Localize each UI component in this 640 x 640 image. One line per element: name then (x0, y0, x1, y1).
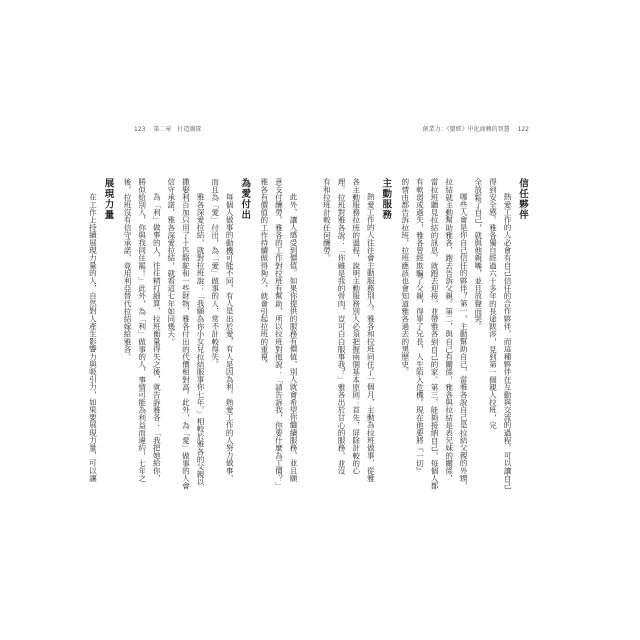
text-line: 在工作上持續展現力量的人，自然對人產生影響力與吸引力，如果要展現力量，可以讓 (88, 193, 98, 482)
section (256, 178, 300, 508)
left-page-body (85, 178, 300, 508)
right-page-header (423, 126, 535, 134)
section-heading: 為愛付出 (239, 178, 251, 220)
paragraph (319, 178, 377, 508)
text-line: 的情由都告訴拉班，拉班應該也會知道雅各過去的黑歷史。 (400, 178, 410, 376)
text-line: 有軟弱或過失，雅各曾經欺騙了父親，得罪了兄長，人生陷入危機。現在他要將『一切』 (415, 178, 425, 475)
text-line: 熱愛工作的人必會有自己信任的合作夥伴，而這種夥伴在互動與交流的過程，可以讓自己 (503, 193, 512, 490)
text-line: 哪些人會是你自己信任的夥伴？第一，主動幫助自己，當雅各說自己是拉結父親的外甥， (459, 193, 469, 490)
section (397, 178, 530, 508)
right-page-body (319, 178, 530, 508)
text-line: 有和拉班計較任何酬勞。 (322, 178, 332, 262)
text-line: 理。拉班對雅各說：「你雖是我的骨肉，豈可白白服事我？」雅各出於甘心的服務，並沒 (337, 178, 347, 475)
page-number: 122 (517, 126, 529, 133)
text-line: 而且為「愛」付出，為「愛」做事的人，常不計較得失。 (210, 178, 220, 368)
text-line: 雅各深愛拉結，就對拉班說：「我願為你小女兒拉結服事你七年。」相較於雅各的父親以 (196, 193, 206, 486)
paragraph (397, 178, 470, 508)
paragraph (256, 178, 300, 508)
text-line: 勝似給別人，你與我同住罷！」此外，為「利」做事的人，事情可能為利益而違約，七年之 (137, 178, 147, 482)
text-line: 為「利」做事的人，往往精打細算，拉班衡量得失之後，就告訴雅各：「我把她給你， (152, 193, 162, 482)
paragraph (470, 178, 514, 508)
text-line: 雅各有價值的工作持續做得夠久，就會引起拉班的重視。 (259, 178, 269, 368)
section (319, 178, 393, 508)
book-title: 創業力：《聖經》中化商轉的智慧 (422, 126, 510, 133)
text-line: 全放鬆了自己，就與他親嘴，並且放聲而哭。 (473, 178, 483, 330)
text-line: 得到安全感。雅各獨自經過六十多年的長途跋涉，見到第一個親人拉班，完 (488, 178, 498, 429)
text-line: 撒娶利百加只用了十匹駱駝和一些財物，雅各付出的代價相對高。此外，為「愛」做事的人會 (181, 178, 191, 490)
section-heading: 展現力量 (102, 178, 114, 220)
paragraph (119, 178, 163, 508)
paragraph (163, 178, 207, 508)
text-line: 後，拉班沒有信守承諾，竟用利亞替代拉結嫁給雅各。 (123, 178, 133, 361)
paragraph (207, 178, 236, 508)
section-heading: 信任夥伴 (517, 178, 528, 220)
page-number: 123 (134, 126, 146, 133)
text-line: 意支付酬勞。雅各的工作對拉班有幫助，所以拉班對他說：「請告訴我，你要什麼為工價？」 (274, 178, 284, 490)
text-line: 當拉班聽見拉結的訊息，就跑去迎接，並帶雅各到自己的家。第三，能夠接納自己，每個人都 (430, 178, 440, 490)
text-line: 每個人做事的動機可能不同，有人是出於愛，有人是因為利。熱愛工作的人努力做事， (225, 193, 235, 482)
paragraph (85, 178, 100, 508)
text-line: 熱愛工作的人往往會主動服務別人。雅各和拉班同住了一個月，主動為拉班做事，從雅 (366, 193, 376, 482)
text-line: 各主動服務拉班的過程，說明主動服務別人必須把握兩個基本原則：首先，屏除計較的心 (351, 178, 361, 475)
text-line: 此外，讓人感受到價值。如果你提供的服務有價值，別人就會希望你繼續服務，並且願 (289, 193, 298, 482)
chapter-title: 打造團隊 (177, 126, 202, 133)
section (119, 178, 252, 508)
left-page-header (128, 126, 201, 134)
section (85, 178, 116, 508)
text-line: 拉結就主動幫助雅各，跑去告訴父親。第二，與自己有關係，雅各與拉結是表兄妹的關係， (444, 178, 454, 482)
text-line: 信守承諾，雅各深愛拉結，就看這七年如同幾天。 (166, 178, 176, 346)
chapter-label: 第二章 (153, 126, 172, 133)
section-heading: 主動服務 (380, 178, 392, 220)
